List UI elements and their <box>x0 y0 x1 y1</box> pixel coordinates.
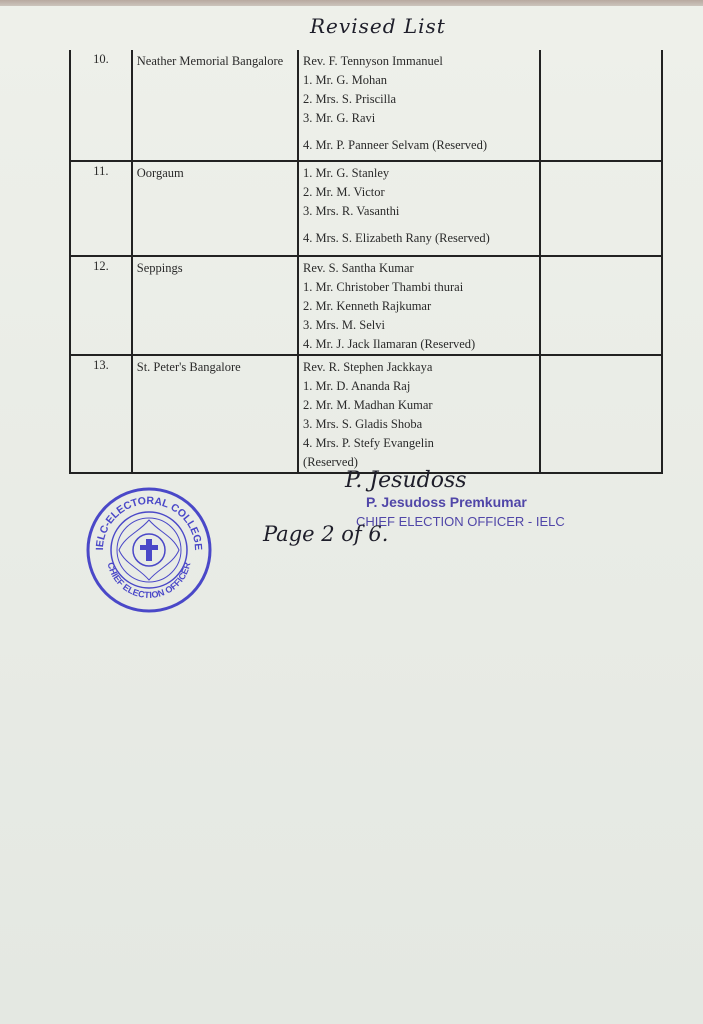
member-entry: 3. Mr. G. Ravi <box>303 111 376 125</box>
members-cell <box>298 50 540 161</box>
member-spacer <box>303 128 535 136</box>
member-entry: Rev. R. Stephen Jackkaya <box>303 360 433 374</box>
table-row <box>70 256 662 355</box>
blank-cell <box>540 161 662 256</box>
blank-cell <box>540 50 662 161</box>
church-name: Seppings <box>132 256 298 355</box>
member-entry: 3. Mrs. R. Vasanthi <box>303 204 400 218</box>
member-entry: (Reserved) <box>303 455 358 469</box>
member-entry: 2. Mr. M. Victor <box>303 185 385 199</box>
table-row <box>70 50 662 161</box>
row-number: 10. <box>70 50 132 161</box>
seal-bottom-text: CHIEF ELECTION OFFICER <box>105 561 193 601</box>
member-entry: 2. Mrs. S. Priscilla <box>303 92 397 106</box>
members-cell <box>298 256 540 355</box>
blank-cell <box>540 355 662 473</box>
members-cell <box>298 161 540 256</box>
seal-top-text: IELC-ELECTORAL COLLEGE <box>93 494 205 551</box>
members-cell <box>298 355 540 473</box>
blank-cell <box>540 256 662 355</box>
church-name: St. Peter's Bangalore <box>132 355 298 473</box>
row-number: 13. <box>70 355 132 473</box>
member-spacer <box>303 221 535 229</box>
row-number: 12. <box>70 256 132 355</box>
handwritten-title: Revised List <box>310 14 446 38</box>
officer-name: P. Jesudoss Premkumar <box>366 494 527 510</box>
member-entry: 1. Mr. G. Mohan <box>303 73 388 87</box>
member-entry: 4. Mrs. P. Stefy Evangelin <box>303 436 434 450</box>
member-entry: 3. Mrs. M. Selvi <box>303 318 385 332</box>
electoral-college-seal <box>85 486 213 614</box>
member-entry: 4. Mr. J. Jack Ilamaran (Reserved) <box>303 337 476 351</box>
table-row <box>70 355 662 473</box>
member-entry: 3. Mrs. S. Gladis Shoba <box>303 417 423 431</box>
member-entry: 1. Mr. D. Ananda Raj <box>303 379 411 393</box>
church-name: Neather Memorial Bangalore <box>132 50 298 161</box>
member-entry: Rev. S. Santha Kumar <box>303 261 414 275</box>
member-entry: 1. Mr. Christober Thambi thurai <box>303 280 464 294</box>
member-entry: 2. Mr. Kenneth Rajkumar <box>303 299 432 313</box>
page-number-note: Page 2 of 6. <box>263 522 389 546</box>
electoral-list-table <box>69 50 663 474</box>
officer-title: CHIEF ELECTION OFFICER - IELC <box>356 514 565 529</box>
member-entry: Rev. F. Tennyson Immanuel <box>303 54 443 68</box>
table-body <box>70 50 662 473</box>
member-entry: 2. Mr. M. Madhan Kumar <box>303 398 433 412</box>
member-entry: 4. Mr. P. Panneer Selvam (Reserved) <box>303 138 488 152</box>
table-row <box>70 161 662 256</box>
member-entry: 4. Mrs. S. Elizabeth Rany (Reserved) <box>303 231 490 245</box>
church-name: Oorgaum <box>132 161 298 256</box>
row-number: 11. <box>70 161 132 256</box>
handwritten-signature: P. Jesudoss <box>345 468 467 493</box>
member-entry: 1. Mr. G. Stanley <box>303 166 390 180</box>
